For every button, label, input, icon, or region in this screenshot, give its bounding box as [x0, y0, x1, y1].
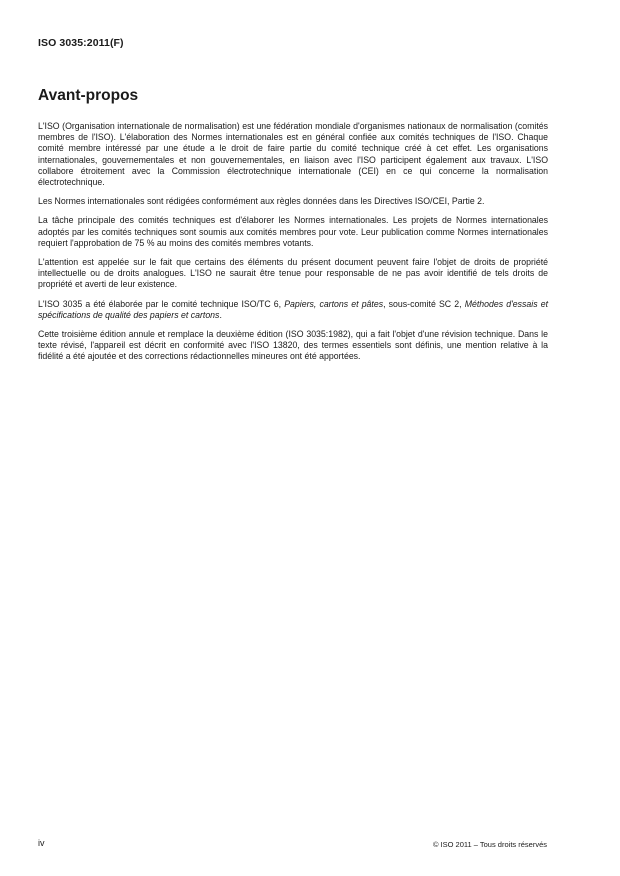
paragraph-prepared-by: [38, 299, 548, 321]
copyright-notice: © ISO 2011 – Tous droits réservés: [432, 840, 547, 849]
paragraph-edition-revision: Cette troisième édition annule et remplace la deuxième édition (ISO 3035:1982), qui a fait l'objet d'une révision technique. Dans le texte révisé, l'appareil est décrit en conformité avec l'ISO 13820, des termes essentiels sont définis, une mention relative à la fidélité a été ajoutée et des corrections rédactionnelles mineures ont été apportées.: [38, 329, 548, 362]
body-text: [38, 121, 548, 371]
section-title: Avant-propos: [38, 87, 139, 104]
paragraph-iso-organisation: L'ISO (Organisation internationale de normalisation) est une fédération mondiale d'organismes nationaux de normalisation (comités membres de l'ISO). L'élaboration des Normes internationales est en général confiée aux comités techniques de l'ISO. Chaque comité membre intéressé par une étude a le droit de faire partie du comité technique créé à cet effet. Les organisations internationales, gouvernementales et non gouvernementales, en liaison avec l'ISO participent également aux travaux. L'ISO collabore étroitement avec la Commission électrotechnique internationale (CEI) en ce qui concerne la normalisation électrotechnique.: [38, 121, 548, 188]
prepared-by-text-3: .: [219, 309, 222, 320]
page-number: iv: [38, 838, 45, 848]
prepared-by-text-2: , sous-comité SC 2,: [383, 298, 465, 309]
subcommittee-title: Méthodes d'essais et spécifications de qualité des papiers et cartons: [38, 298, 549, 320]
prepared-by-text-1: L'ISO 3035 a été élaborée par le comité technique ISO/TC 6,: [38, 298, 285, 309]
paragraph-patent-rights: L'attention est appelée sur le fait que certains des éléments du présent document peuvent faire l'objet de droits de propriété intellectuelle ou de droits analogues. L'ISO ne saurait être tenue pour responsable de ne pas avoir identifié de tels droits de propriété et averti de leur existence.: [38, 257, 548, 290]
paragraph-directives: Les Normes internationales sont rédigées conformément aux règles données dans les Directives ISO/CEI, Partie 2.: [38, 196, 485, 207]
paragraph-committees-task: La tâche principale des comités techniques est d'élaborer les Normes internationales. Les projets de Normes internationales adoptés par les comités techniques sont soumis aux comités membres pour vote. Leur publication comme Normes internationales requiert l'approbation de 75 % au moins des comités membres votants.: [38, 215, 548, 248]
committee-title: Papiers, cartons et pâtes: [284, 298, 384, 309]
document-id: ISO 3035:2011(F): [38, 37, 124, 49]
